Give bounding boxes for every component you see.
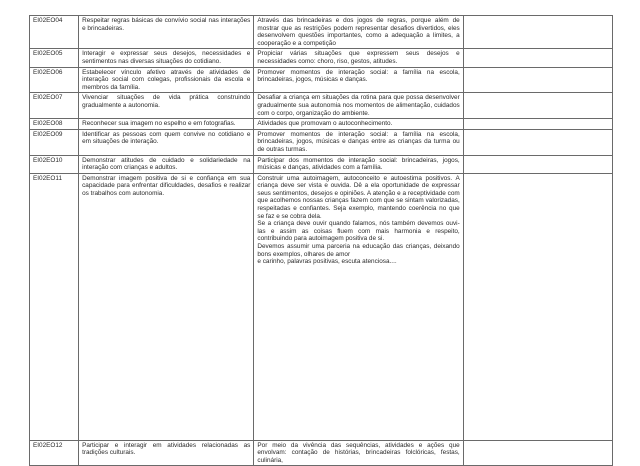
objective-cell: Reconhecer sua imagem no espelho e em fotografias. [79, 119, 254, 130]
table-row [30, 67, 613, 93]
table-row [30, 155, 613, 173]
activities-cell: Através das brincadeiras e dos jogos de regras, porque além de mostrar que as restrições podem representar desafios divertidos, eles desenvolvem questões importantes, como a adequação a limites, a cooperação e a competição [254, 16, 463, 49]
table-row [30, 129, 613, 155]
activities-cell: Participar dos momentos de interação social: brincadeiras, jogos, músicas e danças, atividades com a família. [254, 155, 463, 173]
code-cell: EI02EO05 [30, 49, 79, 67]
code-cell: EI02EO10 [30, 155, 79, 173]
table-row [30, 440, 613, 466]
activities-cell: Atividades que promovam o autoconhecimento. [254, 119, 463, 130]
table-row [30, 93, 613, 119]
notes-cell [463, 16, 612, 49]
notes-cell [463, 155, 612, 173]
table-row [30, 119, 613, 130]
notes-cell [463, 119, 612, 130]
code-cell: EI02EO07 [30, 93, 79, 119]
notes-cell [463, 173, 612, 440]
activities-paragraph: Devemos assumir uma parceria na educação das crianças, deixando bons exemplos, olhares de amor [257, 243, 460, 258]
activities-cell: Por meio da vivência das sequências, atividades e ações que envolvam: contação de histórias, brincadeiras folclóricas, festas, culinária, [254, 440, 463, 466]
curriculum-table [29, 15, 613, 466]
objective-cell: Identificar as pessoas com quem convive no cotidiano e em situações de interação. [79, 129, 254, 155]
activities-cell: Promover momentos de interação social: a família na escola, brincadeiras, jogos, músicas e danças entre as crianças da turma ou de outras turmas. [254, 129, 463, 155]
notes-cell [463, 67, 612, 93]
planning-table-page [29, 15, 613, 466]
activities-paragraph: Construir uma autoimagem, autoconceito e autoestima positivos. A criança deve ser vista e ouvida. Dê a ela oportunidade de expressar seus sentimentos, desejos e opiniões. A atenção e a receptividade com que acolhemos nossas crianças fazem com que se sintam valorizadas, respeitadas e confiantes. Seja exemplo, mantendo coerência no que se faz e se cobra dela. [257, 174, 460, 220]
objective-cell: Vivenciar situações de vida prática construindo gradualmente a autonomia. [79, 93, 254, 119]
objective-cell: Respeitar regras básicas de convívio social nas interações e brincadeiras. [79, 16, 254, 49]
code-cell: EI02EO08 [30, 119, 79, 130]
table-row [30, 173, 613, 440]
code-cell: EI02EO06 [30, 67, 79, 93]
notes-cell [463, 440, 612, 466]
table-row [30, 49, 613, 67]
code-cell: EI02EO11 [30, 173, 79, 440]
code-cell: EI02EO09 [30, 129, 79, 155]
notes-cell [463, 49, 612, 67]
objective-cell: Estabelecer vínculo afetivo através de atividades de interação social com colegas, profissionais da escola e membros da família. [79, 67, 254, 93]
objective-cell: Demonstrar imagem positiva de si e confiança em sua capacidade para enfrentar dificuldades, desafios e realizar os trabalhos com autonomia. [79, 173, 254, 440]
objective-cell: Participar e interagir em atividades relacionadas as tradições culturais. [79, 440, 254, 466]
code-cell: EI02EO04 [30, 16, 79, 49]
table-row [30, 16, 613, 49]
notes-cell [463, 93, 612, 119]
activities-cell: Propiciar várias situações que expressem seus desejos e necessidades como: choro, riso, gestos, atitudes. [254, 49, 463, 67]
objective-cell: Demonstrar atitudes de cuidado e solidariedade na interação com crianças e adultos. [79, 155, 254, 173]
notes-cell [463, 129, 612, 155]
activities-paragraph: e carinho, palavras positivas, escuta atenciosa.... [257, 258, 397, 266]
code-cell: EI02EO12 [30, 440, 79, 466]
activities-cell: Promover momentos de interação social: a família na escola, brincadeiras, jogos, músicas e danças. [254, 67, 463, 93]
activities-paragraph: Se a criança deve ouvir quando falamos, nós também devemos ouvi-las e assim as coisas fluem com mais harmonia e respeito, contribuindo para autoimagem positiva de si. [257, 220, 460, 243]
activities-cell: Desafiar a criança em situações da rotina para que possa desenvolver gradualmente sua autonomia nos momentos de alimentação, cuidados com o corpo, organização do ambiente. [254, 93, 463, 119]
activities-cell [254, 173, 463, 440]
objective-cell: Interagir e expressar seus desejos, necessidades e sentimentos nas diversas situações do cotidiano. [79, 49, 254, 67]
